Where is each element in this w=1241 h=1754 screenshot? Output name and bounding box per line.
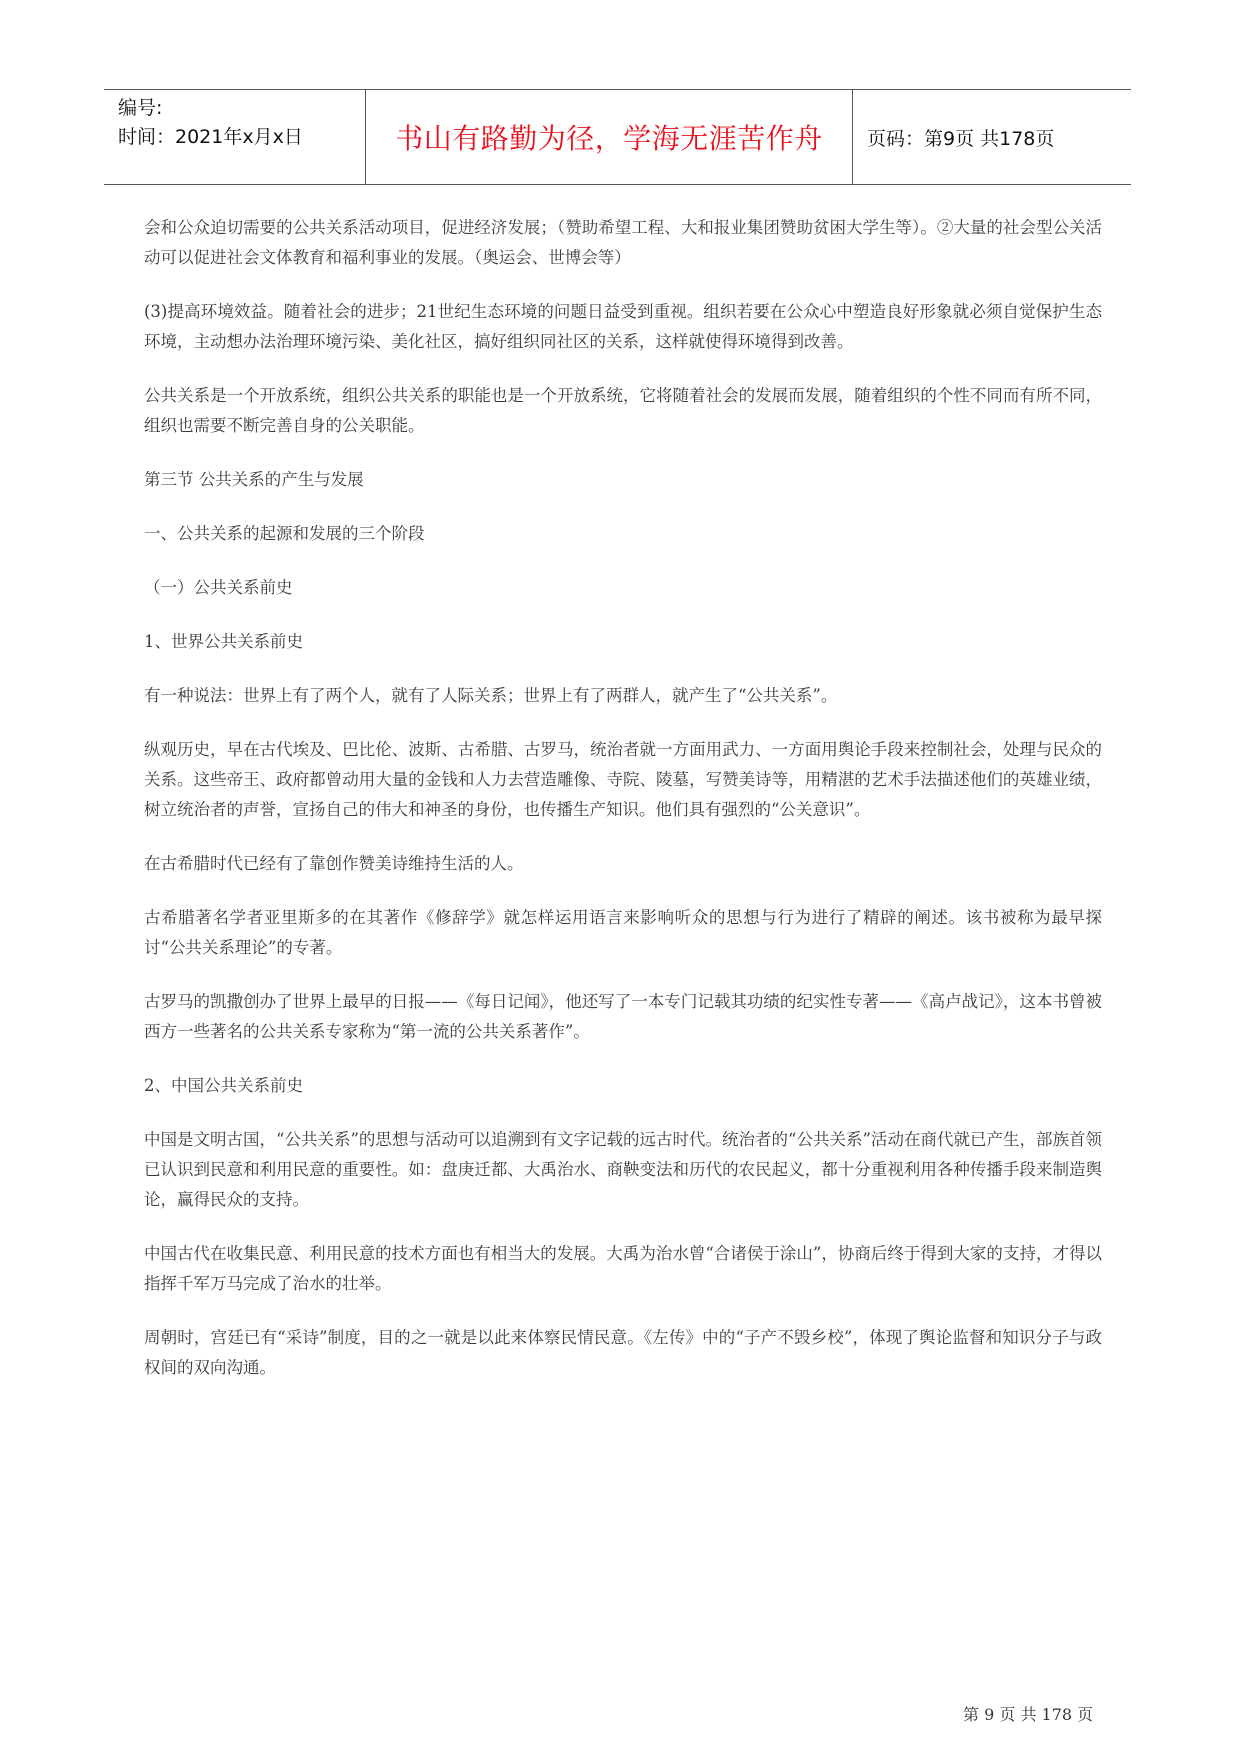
header-page-code: 页码：第9页 共178页 xyxy=(867,127,1055,150)
paragraph: 公共关系是一个开放系统，组织公共关系的职能也是一个开放系统，它将随着社会的发展而发展，随着组织的个性不同而有所不同，组织也需要不断完善自身的公关职能。 xyxy=(144,386,1102,435)
document-body xyxy=(144,213,1102,1407)
paragraph: (3)提高环境效益。随着社会的进步；21世纪生态环境的问题日益受到重视。组织若要在公众心中塑造良好形象就必须自觉保护生态环境，主动想办法治理环境污染、美化社区，搞好组织同社区的关系，这样就使得环境得到改善。 xyxy=(144,302,1102,351)
paragraph: 有一种说法：世界上有了两个人，就有了人际关系；世界上有了两群人，就产生了“公共关系”。 xyxy=(144,686,838,705)
paragraph: 古希腊著名学者亚里斯多的在其著作《修辞学》就怎样运用语言来影响听众的思想与行为进行了精辟的阐述。该书被称为最早探讨“公共关系理论”的专著。 xyxy=(144,908,1102,957)
document-time-label: 时间：2021年x月x日 xyxy=(118,126,303,148)
paragraph: 在古希腊时代已经有了靠创作赞美诗维持生活的人。 xyxy=(144,854,524,873)
header-motto: 书山有路勤为径，学海无涯苦作舟 xyxy=(366,90,853,184)
document-number-label: 编号: xyxy=(118,97,163,119)
paragraph: 中国古代在收集民意、利用民意的技术方面也有相当大的发展。大禹为治水曾“合诸侯于涂山”，协商后终于得到大家的支持，才得以指挥千军万马完成了治水的壮举。 xyxy=(144,1244,1102,1293)
subsection-heading: 2、中国公共关系前史 xyxy=(144,1076,303,1095)
subsection-heading: 1、世界公共关系前史 xyxy=(144,632,303,651)
section-heading: 第三节 公共关系的产生与发展 xyxy=(144,470,364,489)
subsection-heading: （一）公共关系前史 xyxy=(144,578,293,597)
subsection-heading: 一、公共关系的起源和发展的三个阶段 xyxy=(144,524,425,543)
paragraph: 周朝时，宫廷已有“采诗”制度，目的之一就是以此来体察民情民意。《左传》中的“子产不毁乡校”，体现了舆论监督和知识分子与政权间的双向沟通。 xyxy=(144,1328,1102,1377)
page-footer: 第 9 页 共 178 页 xyxy=(963,1705,1094,1724)
paragraph: 中国是文明古国，“公共关系”的思想与活动可以追溯到有文字记载的远古时代。统治者的“公共关系”活动在商代就已产生，部族首领已认识到民意和利用民意的重要性。如：盘庚迁都、大禹治水、商鞅变法和历代的农民起义，都十分重视利用各种传播手段来制造舆论，赢得民众的支持。 xyxy=(144,1130,1102,1209)
header-meta xyxy=(104,90,366,184)
paragraph: 纵观历史，早在古代埃及、巴比伦、波斯、古希腊、古罗马，统治者就一方面用武力、一方面用舆论手段来控制社会，处理与民众的关系。这些帝王、政府都曾动用大量的金钱和人力去营造雕像、寺院、陵墓，写赞美诗等，用精湛的艺术手法描述他们的英雄业绩，树立统治者的声誉，宣扬自己的伟大和神圣的身份，也传播生产知识。他们具有强烈的“公关意识”。 xyxy=(144,740,1102,819)
page-header xyxy=(104,89,1131,185)
paragraph: 会和公众迫切需要的公共关系活动项目，促进经济发展；（赞助希望工程、大和报业集团赞助贫困大学生等）。②大量的社会型公关活动可以促进社会文体教育和福利事业的发展。（奥运会、世博会等） xyxy=(144,218,1102,267)
paragraph: 古罗马的凯撒创办了世界上最早的日报——《每日记闻》，他还写了一本专门记载其功绩的纪实性专著——《高卢战记》，这本书曾被西方一些著名的公共关系专家称为“第一流的公共关系著作”。 xyxy=(144,992,1102,1041)
